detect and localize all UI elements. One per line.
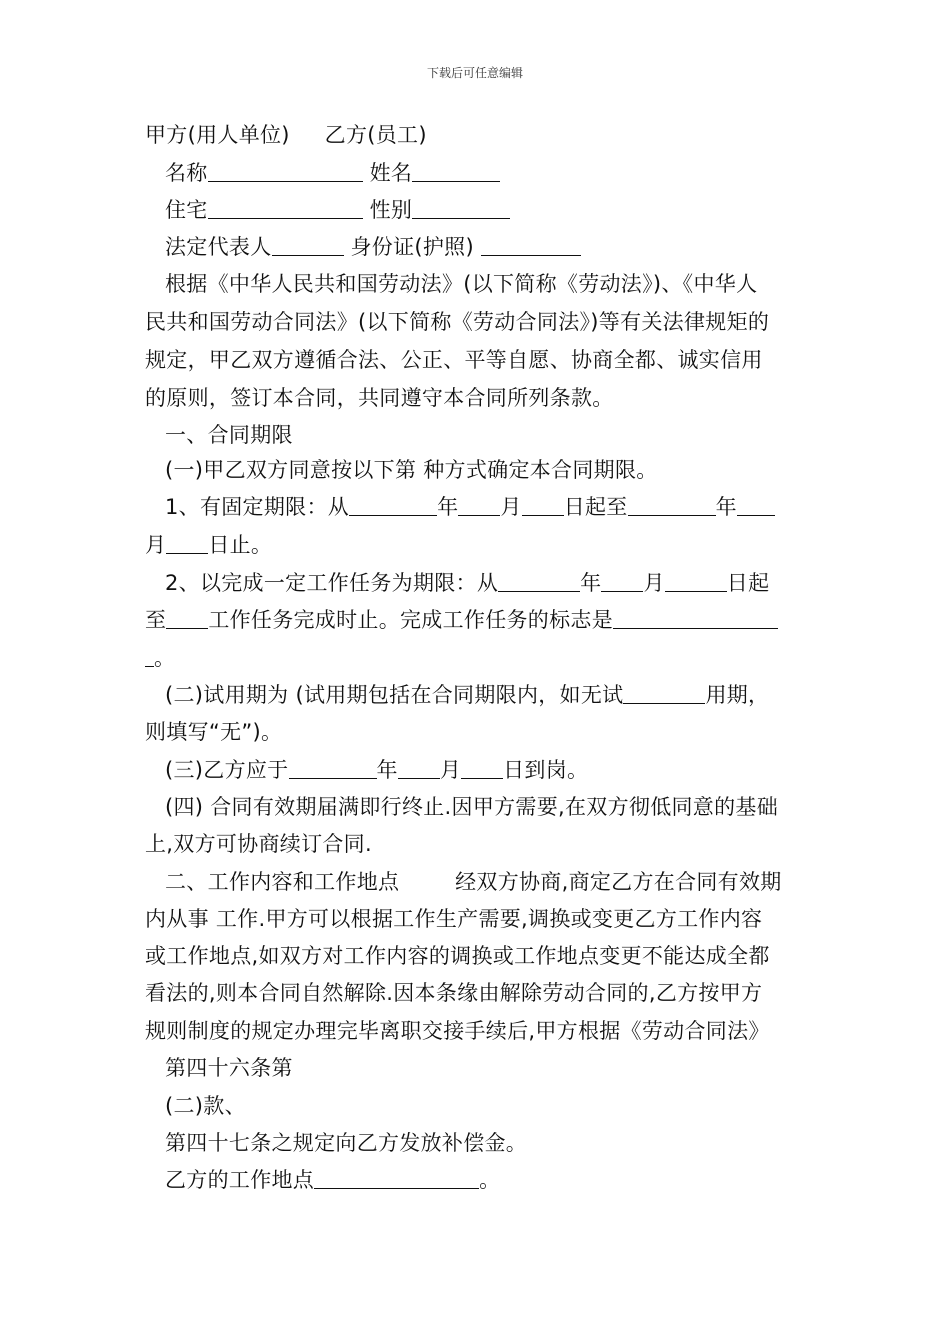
section2-line-3: 或工作地点,如双方对工作内容的调换或工作地点变更不能达成全都 xyxy=(145,944,770,968)
start-year-blank[interactable] xyxy=(349,493,437,516)
section2-line-2: 内从事 工作.甲方可以根据工作生产需要,调换或变更乙方工作内容 xyxy=(145,907,763,931)
name-blank[interactable] xyxy=(208,159,363,182)
parties-heading: 甲方(用人单位) 乙方(员工) xyxy=(145,123,427,147)
probation-blank[interactable] xyxy=(623,681,705,704)
section2-line-4: 看法的,则本合同自然解除.因本条缘由解除劳动合同的,乙方按甲方 xyxy=(145,981,763,1005)
id-blank[interactable] xyxy=(481,233,581,256)
end-day-blank[interactable] xyxy=(166,531,208,554)
representative-blank[interactable] xyxy=(272,233,344,256)
task-month-blank[interactable] xyxy=(601,569,643,592)
probation-line-1: (二)试用期为 (试用期包括在合同期限内，如无试 用期， xyxy=(165,683,770,707)
work-location-blank[interactable] xyxy=(314,1166,479,1189)
section2-line-5: 规则制度的规定办理完毕离职交接手续后,甲方根据《劳动合同法》 xyxy=(145,1019,770,1043)
section1-title: 一、合同期限 xyxy=(165,423,293,447)
expiry-line-1: (四) 合同有效期届满即行终止.因甲方需要,在双方彻低同意的基础 xyxy=(165,795,779,819)
task-until-blank[interactable] xyxy=(166,606,208,629)
address-blank[interactable] xyxy=(208,196,363,219)
report-day-blank[interactable] xyxy=(461,756,503,779)
section1-p1: (一)甲乙双方同意按以下第 种方式确定本合同期限。 xyxy=(165,458,658,482)
task-term-line-1: 2、以完成一定工作任务为期限：从 年 月 日起 xyxy=(165,571,770,595)
intro-line-3: 规定，甲乙双方遵循合法、公正、平等自愿、协商全都、诚实信用 xyxy=(145,348,763,372)
task-day-blank[interactable] xyxy=(665,569,727,592)
intro-line-4: 的原则，签订本合同，共同遵守本合同所列条款。 xyxy=(145,386,614,410)
end-month-blank[interactable] xyxy=(737,493,775,516)
work-location-line: 乙方的工作地点 。 xyxy=(165,1168,501,1192)
intro-line-1: 根据《中华人民共和国劳动法》(以下简称《劳动法》)、《中华人 xyxy=(165,272,758,296)
start-month-blank[interactable] xyxy=(458,493,500,516)
probation-line-2: 则填写“无”)。 xyxy=(145,720,283,744)
section2-line-8: 第四十七条之规定向乙方发放补偿金。 xyxy=(165,1131,528,1155)
address-row: 住宅 性别 xyxy=(165,195,810,225)
task-term-line-2: 至 工作任务完成时止。完成工作任务的标志是 xyxy=(145,605,810,635)
end-year-blank[interactable] xyxy=(628,493,716,516)
name-row: 名称 姓名 xyxy=(165,158,810,188)
report-month-blank[interactable] xyxy=(398,756,440,779)
task-mark-blank[interactable] xyxy=(613,606,778,629)
section2-line-1: 二、工作内容和工作地点 经双方协商,商定乙方在合同有效期 xyxy=(165,870,782,894)
start-day-blank[interactable] xyxy=(522,493,564,516)
section2-line-7: (二)款、 xyxy=(165,1094,246,1118)
task-term-line-3: 。 xyxy=(145,643,810,673)
representative-row: 法定代表人 身份证(护照) xyxy=(165,232,810,262)
task-mark-blank-cont[interactable] xyxy=(145,644,154,667)
intro-line-2: 民共和国劳动合同法》(以下简称《劳动合同法》)等有关法律规矩的 xyxy=(145,310,770,334)
expiry-line-2: 上,双方可协商续订合同. xyxy=(145,832,372,856)
fixed-term-line-1: 1、有固定期限：从 年 月 日起至 年 xyxy=(165,492,810,522)
fixed-term-line-2: 月 日止。 xyxy=(145,533,273,557)
person-name-blank[interactable] xyxy=(412,159,500,182)
gender-blank[interactable] xyxy=(412,196,510,219)
report-year-blank[interactable] xyxy=(289,756,377,779)
section2-line-6: 第四十六条第 xyxy=(165,1056,293,1080)
page-header: 下载后可任意编辑 xyxy=(426,66,523,80)
report-date-line: (三)乙方应于 年 月 日到岗。 xyxy=(165,758,589,782)
task-year-blank[interactable] xyxy=(498,569,580,592)
